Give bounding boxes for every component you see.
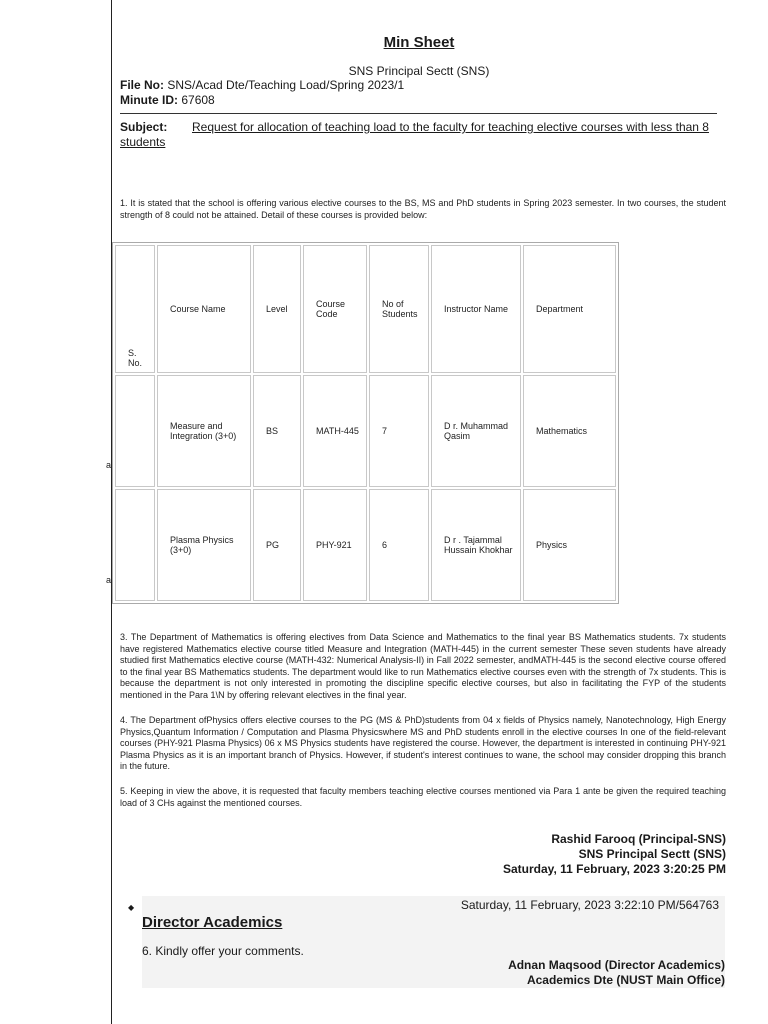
director-note-body: 6. Kindly offer your comments. — [142, 944, 304, 958]
header-divider — [120, 113, 717, 114]
director-signature-office: Academics Dte (NUST Main Office) — [526, 973, 725, 987]
cell-department: Physics — [523, 489, 616, 601]
minute-id-line — [120, 93, 215, 107]
paragraph-5: 5. Keeping in view the above, it is requested that faculty members teaching elective courses mentioned via Para 1 ante be given the required teaching load of 3 CHs against the mentioned courses. — [120, 786, 726, 808]
signature-name: Rashid Farooq (Principal-SNS) — [551, 832, 726, 846]
cell-level: BS — [253, 375, 301, 487]
row-marker: a — [106, 460, 112, 470]
cell-no-students: 6 — [369, 489, 429, 601]
cell-course-code: PHY-921 — [303, 489, 367, 601]
signature-datetime: Saturday, 11 February, 2023 3:20:25 PM — [502, 862, 726, 876]
office-name: SNS Principal Sectt (SNS) — [348, 64, 490, 78]
paragraph-3: 3. The Department of Mathematics is offering electives from Data Science and Mathematics to the final year BS Mathematics students. 7x students have registered Mathematics elective course titled Measure and Integration (MATH-445) in the current semester These seven students have already studied first Mathematics elective course (MATH-432: Numerical Analysis-II) in Fall 2022 semester, andMATH-445 is the second elective course offered to the final year BS Mathematics students. The department would like to run Mathematics elective courses even with the strength of 7x students. This is because the department is not only interested in promoting the discipline specific elective courses, but also in facilitating the FYP of the students mentioned in the Para 1\N by offering relevant electives in the final year. — [120, 632, 726, 700]
table-header-row — [115, 245, 616, 373]
row-marker: a — [106, 575, 112, 585]
director-signature-name: Adnan Maqsood (Director Academics) — [508, 958, 725, 972]
signature-office: SNS Principal Sectt (SNS) — [578, 847, 726, 861]
header-no-students: No of Students — [369, 245, 429, 373]
bullet-icon: ◆ — [128, 903, 135, 912]
header-department: Department — [523, 245, 616, 373]
cell-level: PG — [253, 489, 301, 601]
subject-text: Request for allocation of teaching load to the faculty for teaching elective courses with less than 8 students — [120, 120, 709, 149]
cell-department: Mathematics — [523, 375, 616, 487]
director-note — [142, 896, 725, 988]
director-note-heading: Director Academics — [142, 914, 283, 931]
cell-sno — [115, 489, 155, 601]
subject-line — [120, 120, 720, 150]
file-no-label: File No: — [120, 78, 164, 92]
table-row — [115, 489, 616, 601]
cell-sno — [115, 375, 155, 487]
header-course-code: Course Code — [303, 245, 367, 373]
table-row — [115, 375, 616, 487]
file-no-value: SNS/Acad Dte/Teaching Load/Spring 2023/1 — [167, 78, 405, 92]
header-level: Level — [253, 245, 301, 373]
header-instructor: Instructor Name — [431, 245, 521, 373]
courses-table — [112, 242, 619, 604]
cell-course-code: MATH-445 — [303, 375, 367, 487]
cell-course-name: Plasma Physics (3+0) — [157, 489, 251, 601]
paragraph-4: 4. The Department ofPhysics offers elective courses to the PG (MS & PhD)students from 04 x fields of Physics namely, Nanotechnology, High Energy Physics,Quantum Information / Computation and Plasma Physicswhere MS and PhD students enroll in the elective courses In one of the field-relevant courses (PHY-921 Plasma Physics) 06 x MS Physics students have registered the course. However, the department is interested in continuing PHY-921 Plasma Physics as it is an important branch of Physics. However, if student's interest continues to wane, the school may consider dropping this branch in the future. — [120, 715, 726, 772]
minute-id-value: 67608 — [181, 93, 215, 107]
page-title: Min Sheet — [383, 34, 455, 51]
cell-no-students: 7 — [369, 375, 429, 487]
director-note-datetime: Saturday, 11 February, 2023 3:22:10 PM/564763 — [460, 898, 719, 912]
cell-instructor: D r. Muhammad Qasim — [431, 375, 521, 487]
paragraph-1: 1. It is stated that the school is offering various elective courses to the BS, MS and PhD students in Spring 2023 semester. In two courses, the student strength of 8 could not be attained. Detail of these courses is provided below: — [120, 198, 726, 220]
header-course-name: Course Name — [157, 245, 251, 373]
director-signature — [508, 958, 725, 988]
principal-signature — [503, 832, 726, 877]
minute-id-label: Minute ID: — [120, 93, 178, 107]
header-sno: S. No. — [115, 245, 155, 373]
file-no-line — [120, 78, 404, 92]
subject-label: Subject: — [120, 120, 168, 134]
cell-instructor: D r . Tajammal Hussain Khokhar — [431, 489, 521, 601]
cell-course-name: Measure and Integration (3+0) — [157, 375, 251, 487]
